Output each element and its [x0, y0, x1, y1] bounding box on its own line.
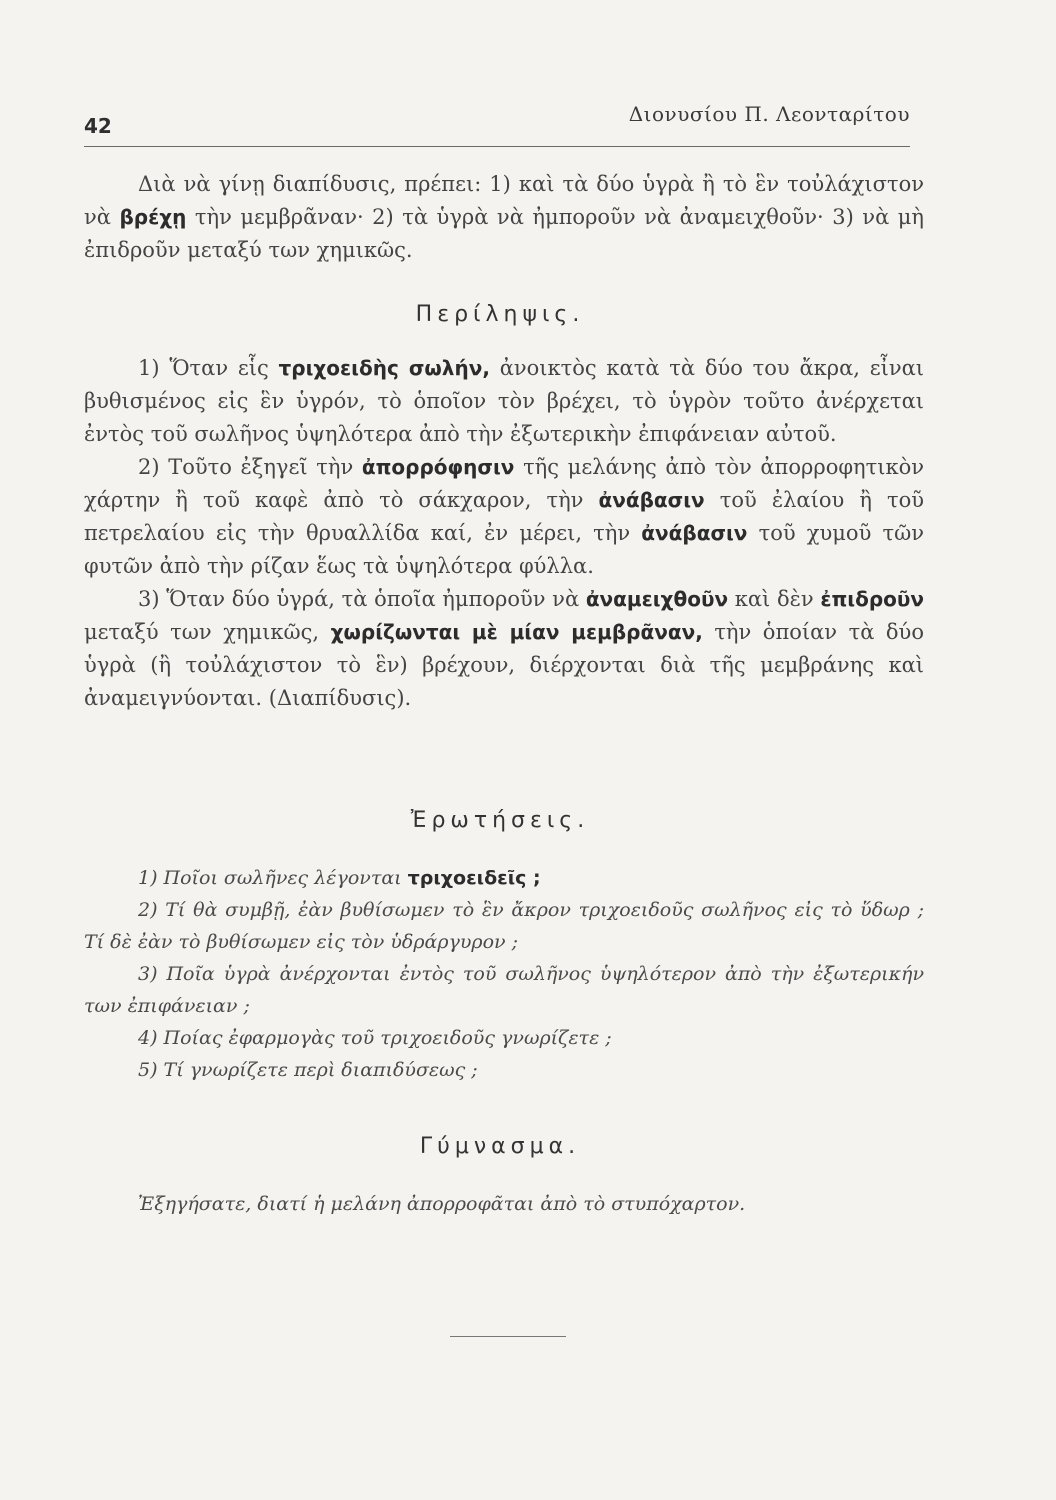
p3-bold-3: χωρίζωνται μὲ μίαν μεμβρᾶναν,: [330, 620, 703, 644]
p3-e: τὴν ὁποίαν τὰ δύο ὑγρὰ (ἢ τοὐλάχιστον τὸ ἓν) βρέχουν, διέρχονται διὰ τῆς μεμβράνης καὶ ἀναμειγνύονται. (Διαπίδυσις).: [84, 620, 924, 710]
p2-bold-2: ἀνάβασιν: [598, 488, 705, 512]
page-number: 42: [84, 114, 112, 138]
question-5: 5) Τί γνωρίζετε περὶ διαπιδύσεως ;: [138, 1059, 478, 1081]
header-rule: [84, 146, 910, 147]
question-1-text: 1) Ποῖοι σωλῆνες λέγονται: [138, 867, 408, 889]
p1-a: 1) Ὅταν εἷς: [138, 356, 279, 380]
exercise-heading: Γύμνασμα.: [419, 1134, 581, 1159]
question-4: 4) Ποίας ἐφαρμογὰς τοῦ τριχοειδοῦς γνωρίζετε ;: [138, 1027, 612, 1049]
intro-text-a: Διὰ νὰ γίνῃ διαπίδυσις, πρέπει: 1) καὶ τὰ δύο ὑγρὰ ἢ τὸ ἓν τοὐλάχιστον νὰ: [84, 172, 924, 229]
intro-paragraph: [84, 168, 924, 267]
p1-bold: τριχοειδὴς σωλήν,: [278, 356, 490, 380]
question-2: 2) Τί θὰ συμβῇ, ἐὰν βυθίσωμεν τὸ ἓν ἄκρον τριχοειδοῦς σωλῆνος εἰς τὸ ὕδωρ ; Τί δὲ ἐὰν τὸ βυθίσωμεν εἰς τὸν ὑδράργυρον ;: [84, 899, 924, 953]
summary-paragraph-2: [84, 451, 924, 583]
exercise-body: [84, 1188, 924, 1220]
question-3: 3) Ποῖα ὑγρὰ ἀνέρχονται ἐντὸς τοῦ σωλῆνος ὑψηλότερον ἀπὸ τὴν ἐξωτερικήν των ἐπιφάνειαν ;: [84, 963, 924, 1017]
p2-bold-3: ἀνάβασιν: [641, 521, 748, 545]
summary-paragraph-1: [84, 352, 924, 451]
p3-c: καὶ δὲν: [728, 587, 821, 611]
p3-a: 3) Ὅταν δύο ὑγρά, τὰ ὁποῖα ἠμποροῦν νὰ: [138, 587, 586, 611]
summary-paragraph-3: [84, 583, 924, 715]
intro-text-b: τὴν μεμβρᾶναν· 2) τὰ ὑγρὰ νὰ ἠμποροῦν νὰ ἀναμειχθοῦν· 3) νὰ μὴ ἐπιδροῦν μεταξύ των χημικῶς.: [84, 205, 924, 262]
p3-bold-1: ἀναμειχθοῦν: [585, 587, 729, 611]
intro-text: [84, 168, 924, 267]
question-1: [84, 862, 924, 894]
p2-a: 2) Τοῦτο ἐξηγεῖ τὴν: [138, 455, 362, 479]
question-1-bold: τριχοειδεῖς ;: [407, 867, 541, 889]
p2-e: τοῦ χυμοῦ τῶν φυτῶν ἀπὸ τὴν ρίζαν ἕως τὰ ὑψηλότερα φύλλα.: [84, 521, 925, 578]
p2-d: τοῦ ἐλαίου ἢ τοῦ πετρελαίου εἰς τὴν θρυαλλίδα καί, ἐν μέρει, τὴν: [84, 488, 924, 545]
questions-heading: Ἐρωτήσεις.: [410, 808, 590, 833]
p3-d: μεταξύ των χημικῶς,: [84, 620, 331, 644]
running-head: Διονυσίου Π. Λεονταρίτου: [628, 102, 910, 126]
exercise-text: Ἐξηγήσατε, διατί ἡ μελάνη ἀπορροφᾶται ἀπὸ τὸ στυπόχαρτον.: [138, 1193, 746, 1215]
summary-heading: Περίληψις.: [415, 302, 585, 327]
p2-bold-1: ἀπορρόφησιν: [361, 455, 515, 479]
p3-bold-2: ἐπιδροῦν: [820, 587, 925, 611]
summary-body: [84, 352, 924, 715]
page-header: [84, 100, 910, 140]
questions-list: [84, 862, 924, 1086]
p2-c: τῆς μελάνης ἀπὸ τὸν ἀπορροφητικὸν χάρτην ἢ τοῦ καφὲ ἀπὸ τὸ σάκχαρον, τὴν: [84, 455, 925, 512]
p1-c: ἀνοικτὸς κατὰ τὰ δύο του ἄκρα, εἶναι βυθισμένος εἰς ἓν ὑγρόν, τὸ ὁποῖον τὸν βρέχει, τὸ ὑγρὸν τοῦτο ἀνέρχεται ἐντὸς τοῦ σωλῆνος ὑψηλότερα ἀπὸ τὴν ἐξωτερικὴν ἐπιφάνειαν αὐτοῦ.: [84, 356, 925, 446]
intro-bold: βρέχῃ: [119, 205, 187, 229]
end-rule: [450, 1336, 566, 1337]
